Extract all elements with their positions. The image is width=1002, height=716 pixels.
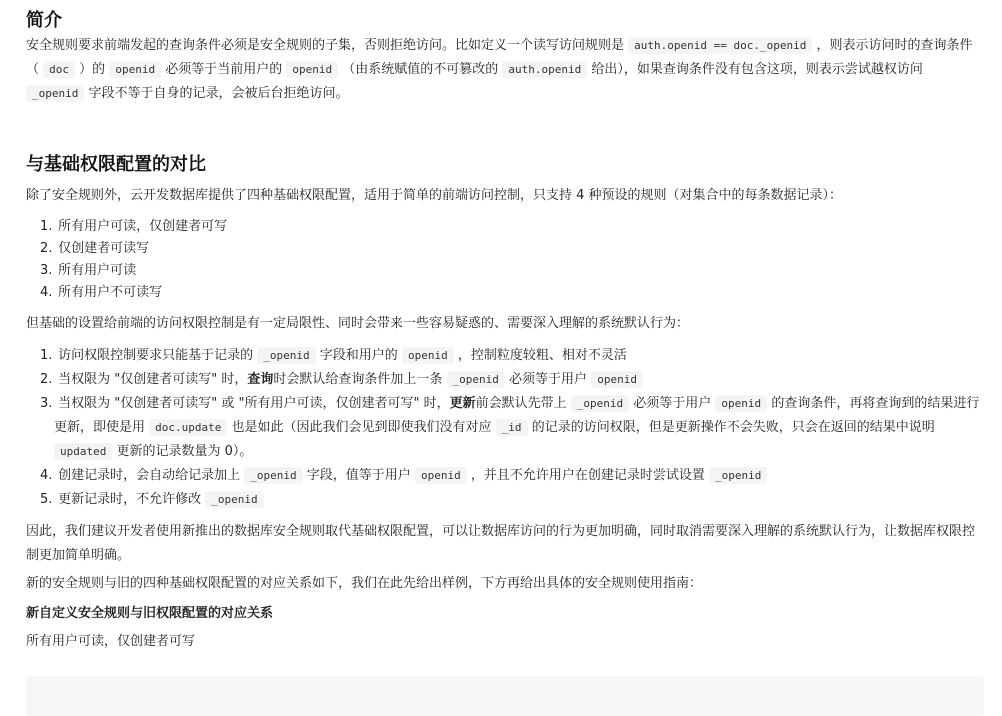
intro-paragraph <box>26 34 984 106</box>
list-item-text: 当权限为 "仅创建者可读写" 或 "所有用户可读，仅创建者可写" 时， <box>58 396 450 411</box>
inline-code: auth.openid == doc._openid <box>628 37 812 54</box>
inline-code: updated <box>54 443 112 460</box>
intro-text: 安全规则要求前端发起的查询条件必须是安全规则的子集，否则拒绝访问。比如定义一个读写访问规则是 <box>26 38 625 53</box>
inline-code: doc <box>43 61 75 78</box>
list-item-text: 创建记录时，会自动给记录加上 <box>58 468 241 483</box>
inline-code: _openid <box>447 371 505 388</box>
list-item: 5. 更新记录时，不允许修改 _openid <box>40 488 984 512</box>
mapping-lead: 新的安全规则与旧的四种基础权限配置的对应关系如下，我们在此先给出样例，下方再给出具体的安全规则使用指南： <box>26 576 703 591</box>
intro-heading: 简介 <box>26 10 62 31</box>
list-item-text: 当权限为 "仅创建者可读写" 时， <box>58 372 248 387</box>
inline-code: openid <box>286 61 338 78</box>
list-item-text: 字段，值等于用户 <box>306 468 411 483</box>
list-item-text: 的记录的访问权限，但是更新操作不会失败，只会在返回的结果中说明 <box>531 420 935 435</box>
list-item-text: 字段和用户的 <box>319 348 398 363</box>
inline-code: openid <box>109 61 161 78</box>
list-item: 1. 访问权限控制要求只能基于记录的 _openid 字段和用户的 openid ，控制粒度较粗、相对不灵活 <box>40 348 627 363</box>
intro-text: 给出），如果查询条件没有包含这项，则表示尝试越权访问 <box>591 62 923 77</box>
list-item-text: 访问权限控制要求只能基于记录的 <box>58 348 254 363</box>
list-item-text: 更新的记录数量为 0）。 <box>116 444 253 459</box>
inline-code: _id <box>496 419 528 436</box>
list-item: 2. 当权限为 "仅创建者可读写" 时，查询时会默认给查询条件加上一条 _openid 必须等于用户 openid <box>40 368 984 392</box>
inline-code: _openid <box>244 467 302 484</box>
inline-code: _openid <box>205 491 263 508</box>
conclusion-paragraph: 因此，我们建议开发者使用新推出的数据库安全规则取代基础权限配置，可以让数据库访问的行为更加明确，同时取消需要深入理解的系统默认行为，让数据库权限控制更加简单明确。 <box>26 524 976 563</box>
list-item: 3. 所有用户可读 <box>40 263 137 278</box>
list-item-text: 所有用户可读，仅创建者可写 <box>58 219 228 234</box>
basic-rules-list <box>26 216 984 304</box>
list-item-text: 时会默认给查询条件加上一条 <box>273 372 443 387</box>
limits-lead: 但基础的设置给前端的访问权限控制是有一定局限性、同时会带来一些容易疑惑的、需要深入理解的系统默认行为： <box>26 316 690 331</box>
inline-code: auth.openid <box>502 61 587 78</box>
list-item: 4. 创建记录时，会自动给记录加上 _openid 字段，值等于用户 openid ，并且不允许用户在创建记录时尝试设置 _openid <box>40 464 984 488</box>
list-item-text: 更新记录时，不允许修改 <box>58 492 202 507</box>
list-item: 2. 仅创建者可读写 <box>40 241 150 256</box>
list-item: 3. 当权限为 "仅创建者可读写" 或 "所有用户可读，仅创建者可写" 时，更新前会默认先带上 _openid 必须等于用户 openid 的查询条件，再将查询到的结果进行更新，即使是用 doc.update 也是如此（因此我们会见到即使我们没有对应 _id 的记录的访问权限，但是更新操作不会失败，只会在返回的结果中说明 updated 更新的记录数量为 0）。 <box>40 396 980 459</box>
inline-code: _openid <box>709 467 767 484</box>
list-item-text: 仅创建者可读写 <box>58 241 150 256</box>
inline-code: openid <box>591 371 643 388</box>
list-item-text: ，控制粒度较粗、相对不灵活 <box>457 348 627 363</box>
bold-text: 查询 <box>247 372 274 387</box>
mapping-heading: 新自定义安全规则与旧权限配置的对应关系 <box>26 606 274 621</box>
intro-text: 字段不等于自身的记录，会被后台拒绝访问。 <box>88 86 349 101</box>
intro-text: 必须等于当前用户的 <box>165 62 283 77</box>
limits-list <box>26 344 984 512</box>
list-item-text: 必须等于用户 <box>633 396 712 411</box>
compare-heading: 与基础权限配置的对比 <box>26 154 206 175</box>
list-item-text: 必须等于用户 <box>509 372 588 387</box>
compare-lead: 除了安全规则外，云开发数据库提供了四种基础权限配置，适用于简单的前端访问控制，只支持 4 种预设的规则（对集合中的每条数据记录）： <box>26 188 843 203</box>
inline-code: openid <box>402 347 454 364</box>
intro-text: ，则表示访问时的查询条件（ <box>26 38 973 77</box>
list-item-text: 所有用户不可读写 <box>58 285 163 300</box>
list-item-text: 也是如此（因此我们会见到即使我们没有对应 <box>231 420 492 435</box>
list-item: 4. 所有用户不可读写 <box>40 285 163 300</box>
list-item-text: ，并且不允许用户在创建记录时尝试设置 <box>470 468 705 483</box>
list-item-text: 所有用户可读 <box>58 263 137 278</box>
inline-code: doc.update <box>149 419 227 436</box>
list-item-text: 的查询条件，再将查询到的结果进行更新，即使是用 <box>54 396 980 435</box>
code-block <box>26 676 984 716</box>
inline-code: _openid <box>571 395 629 412</box>
inline-code: _openid <box>26 85 84 102</box>
list-item-text: 前会默认先带上 <box>475 396 567 411</box>
intro-text: （由系统赋值的不可篡改的 <box>342 62 499 77</box>
inline-code: _openid <box>257 347 315 364</box>
list-item: 1. 所有用户可读，仅创建者可写 <box>40 219 228 234</box>
mapping-first-rule: 所有用户可读，仅创建者可写 <box>26 634 196 649</box>
inline-code: openid <box>415 467 467 484</box>
bold-text: 更新 <box>449 396 476 411</box>
intro-text: ）的 <box>79 62 106 77</box>
inline-code: openid <box>715 395 767 412</box>
